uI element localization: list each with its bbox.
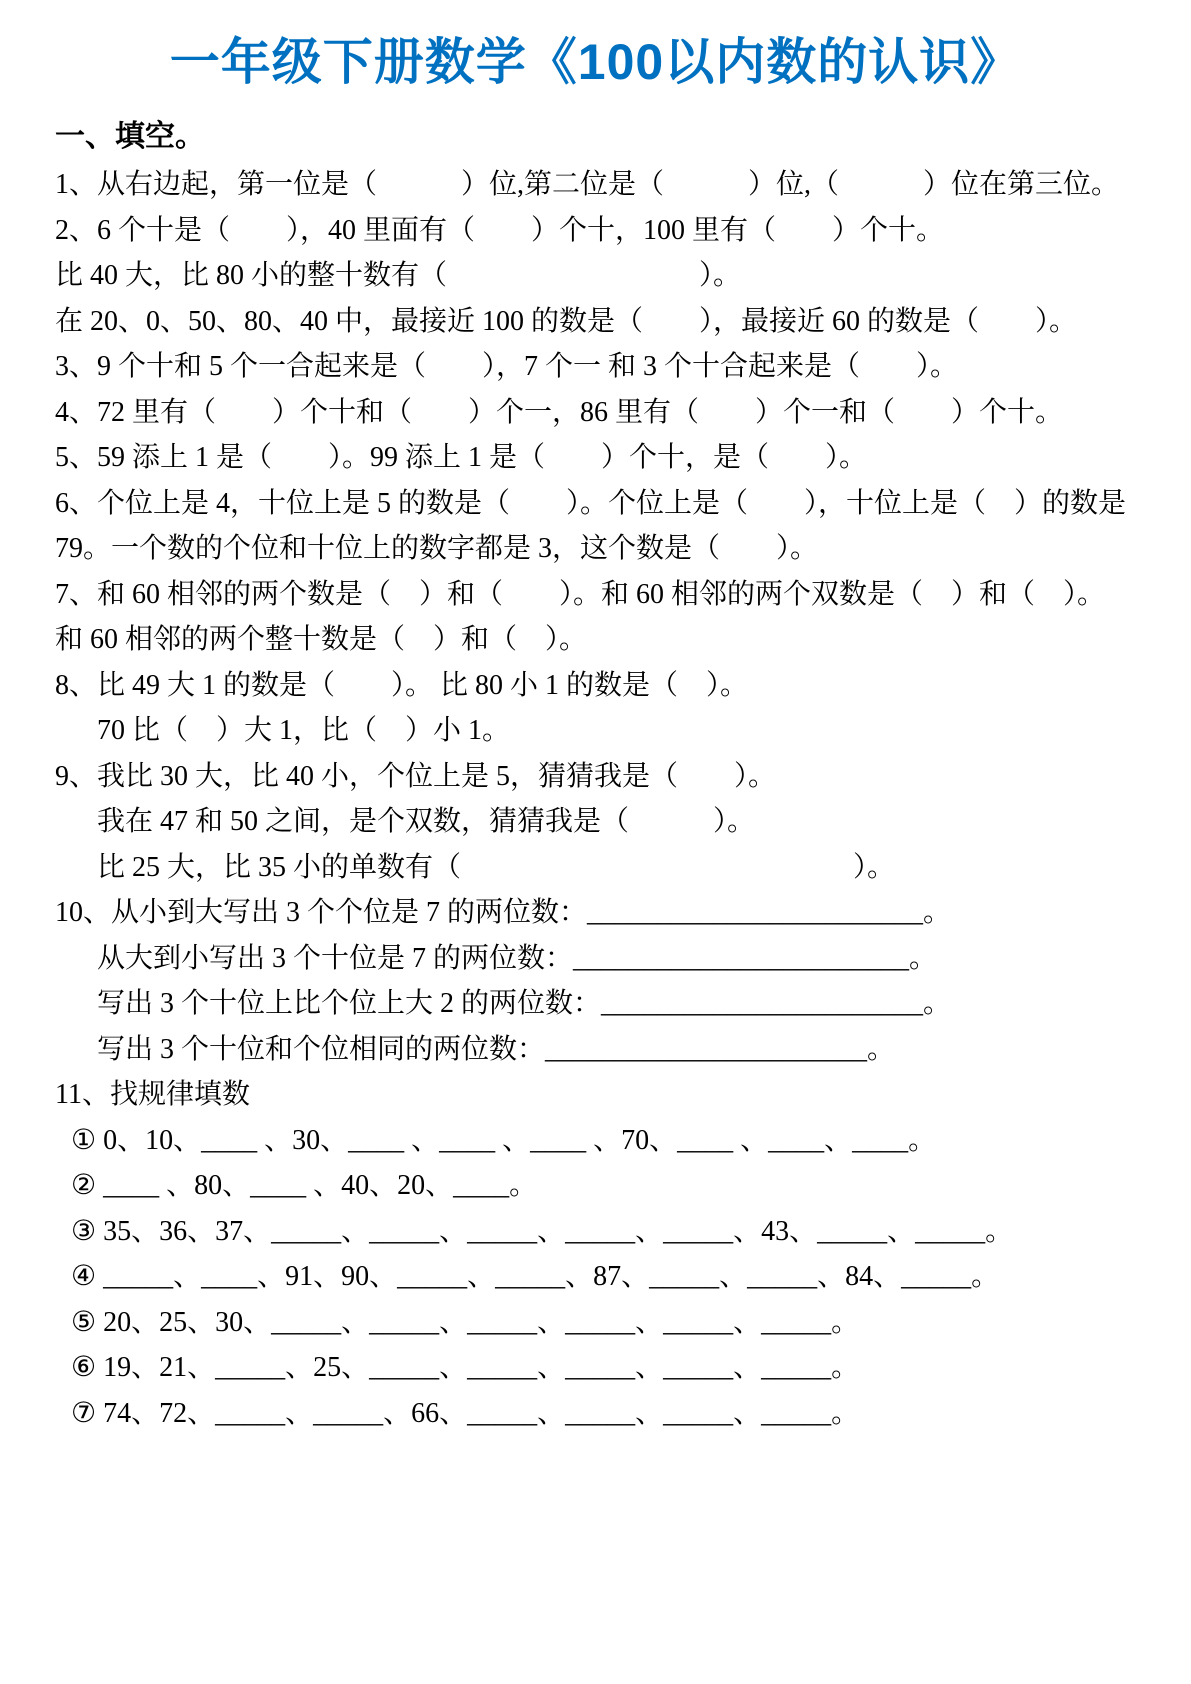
worksheet-line-q8-cont: 70 比（ ）大 1，比（ ）小 1。: [97, 715, 511, 746]
worksheet-line-q11: 11、找规律填数: [55, 1079, 250, 1110]
worksheet-line-q6: 6、个位上是 4，十位上是 5 的数是（ ）。个位上是（ ），十位上是（ ）的数是: [55, 487, 1127, 519]
worksheet-line-q4: 4、72 里有（ ）个十和（ ）个一，86 里有（ ）个一和（ ）个十。: [55, 396, 1064, 428]
worksheet-line-q9-cont2: 比 25 大，比 35 小的单数有（ ）。: [97, 851, 896, 883]
worksheet-line-q3: 3、9 个十和 5 个一合起来是（ ），7 个一 和 3 个十合起来是（ ）。: [55, 351, 959, 382]
worksheet-line-q2: 2、6 个十是（ ），40 里面有（ ）个十，100 里有（ ）个十。: [55, 214, 945, 246]
worksheet-line-q7: 7、和 60 相邻的两个数是（ ）和（ ）。和 60 相邻的两个双数是（ ）和（ ）。: [55, 578, 1106, 610]
worksheet-line-q10-cont1: 从大到小写出 3 个十位是 7 的两位数：________________________。: [97, 942, 938, 974]
page-title: 一年级下册数学《100以内数的认识》: [169, 34, 1022, 90]
worksheet-line-q2-cont2: 在 20、0、50、80、40 中，最接近 100 的数是（ ），最接近 60 的数是（ ）。: [55, 305, 1078, 337]
worksheet-line-q11-item4: ④ _____、____、91、90、_____、_____、87、_____、_____、84、_____。: [71, 1261, 1000, 1292]
worksheet-line-q7-cont: 和 60 相邻的两个整十数是（ ）和（ ）。: [55, 624, 588, 655]
worksheet-line-q11-item6: ⑥ 19、21、_____、25、_____、_____、_____、_____、_____。: [71, 1352, 860, 1383]
worksheet-line-q8: 8、比 49 大 1 的数是（ ）。 比 80 小 1 的数是（ ）。: [55, 669, 749, 701]
worksheet-line-q11-item1: ① 0、10、____ 、30、____ 、____ 、____ 、70、____ 、____、____。: [71, 1124, 937, 1156]
worksheet-line-q9-cont1: 我在 47 和 50 之间，是个双数，猜猜我是（ ）。: [97, 806, 756, 837]
worksheet-line-q6-cont: 79。一个数的个位和十位上的数字都是 3，这个数是（ ）。: [55, 533, 819, 564]
worksheet-line-q11-item2: ② ____ 、80、____ 、40、20、____。: [71, 1170, 538, 1201]
section-heading: 一、填空。: [55, 120, 205, 153]
worksheet-line-q11-item5: ⑤ 20、25、30、_____、_____、_____、_____、_____、_____。: [71, 1306, 860, 1338]
worksheet-line-q11-item7: ⑦ 74、72、_____、_____、66、_____、_____、_____、_____。: [71, 1397, 860, 1429]
worksheet-line-q11-item3: ③ 35、36、37、_____、_____、_____、_____、_____、43、_____、_____。: [71, 1215, 1014, 1247]
worksheet-line-q10: 10、从小到大写出 3 个个位是 7 的两位数：________________________。: [55, 897, 952, 928]
worksheet-line-q1: 1、从右边起，第一位是（ ）位,第二位是（ ）位,（ ）位在第三位。: [55, 169, 1120, 200]
worksheet-line-q9: 9、我比 30 大，比 40 小，个位上是 5，猜猜我是（ ）。: [55, 760, 777, 792]
worksheet-line-q10-cont3: 写出 3 个十位和个位相同的两位数：_______________________。: [97, 1033, 896, 1065]
worksheet-line-q5: 5、59 添上 1 是（ ）。99 添上 1 是（ ）个十，是（ ）。: [55, 442, 868, 473]
worksheet-line-q2-cont1: 比 40 大，比 80 小的整十数有（ ）。: [55, 260, 742, 291]
worksheet-line-q10-cont2: 写出 3 个十位上比个位上大 2 的两位数：_______________________。: [97, 988, 952, 1019]
